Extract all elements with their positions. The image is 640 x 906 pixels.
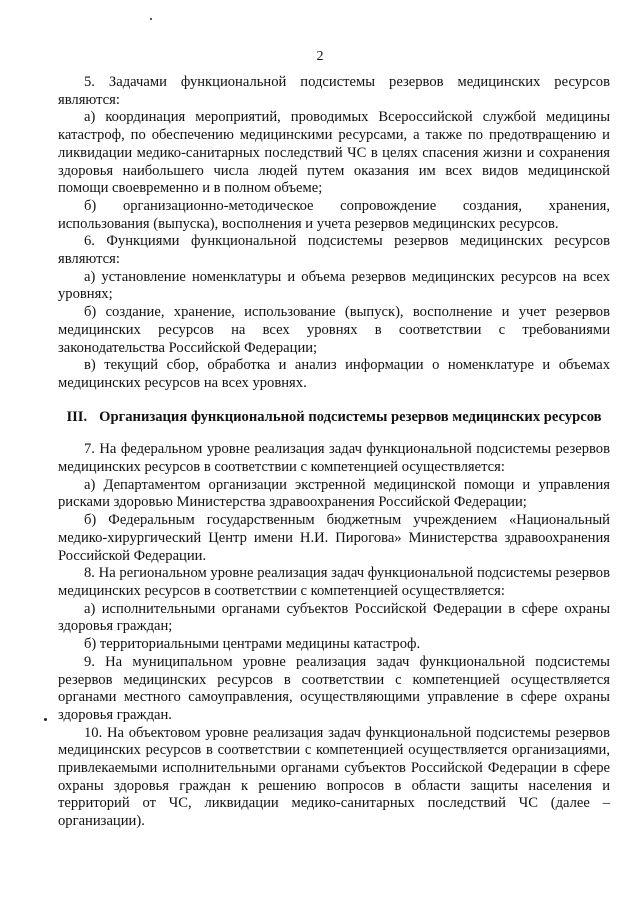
paragraph-8: 8. На региональном уровне реализация задач функциональной подсистемы резервов медицинских ресурсов в соответствии с компетенцией осуществляется: [58,565,610,599]
paragraph-5: 5. Задачами функциональной подсистемы резервов медицинских ресурсов являются: [58,74,610,108]
section-heading [58,409,610,427]
paragraph-8a: а) исполнительными органами субъектов Российской Федерации в сфере охраны здоровья граждан; [58,600,610,635]
paragraph-8b: б) территориальными центрами медицины катастроф. [84,636,421,653]
organization-section [58,441,610,830]
page-number: 2 [316,49,324,64]
paragraph-6: 6. Функциями функциональной подсистемы резервов медицинских ресурсов являются: [58,233,610,268]
scan-speck [44,718,47,721]
scan-speck [150,18,152,20]
section-numeral: III. [66,408,88,425]
section-title: Организация функциональной подсистемы резервов медицинских ресурсов [99,408,602,425]
paragraph-10: 10. На объектовом уровне реализация задач функциональной подсистемы резервов медицинских ресурсов в соответствии с компетенцией осуществляется организациями, привлекаемыми исполнительными органами субъектов Российской Федерации в сфере охраны здоровья граждан к решению вопросов в области защиты населения и территорий от ЧС, ликвидации медико-санитарных последствий ЧС (далее – организации). [58,724,610,830]
paragraph-6b: б) создание, хранение, использование (выпуск), восполнение и учет резервов медицинских ресурсов на всех уровнях в соответствии с требованиями законодательства Российской Федерации; [58,304,610,356]
paragraph-7a: а) Департаментом организации экстренной медицинской помощи и управления рисками здоровью Министерства здравоохранения Российской Федерации; [58,476,610,511]
paragraph-6c: в) текущий сбор, обработка и анализ информации о номенклатуре и объемах медицинских ресурсов на всех уровнях. [58,357,610,391]
paragraph-7: 7. На федеральном уровне реализация задач функциональной подсистемы резервов медицинских ресурсов в соответствии с компетенцией осуществляется: [58,441,610,476]
tasks-and-functions-section [58,74,610,393]
paragraph-9: 9. На муниципальном уровне реализация задач функциональной подсистемы резервов медицинских ресурсов в соответствии с компетенцией осуществляется органами местного самоуправления, осуществляющими управление в сфере охраны здоровья граждан. [58,653,610,723]
paragraph-6a: а) установление номенклатуры и объема резервов медицинских ресурсов на всех уровнях; [58,268,610,303]
paragraph-5b: б) организационно-методическое сопровождение создания, хранения, использования (выпуска), восполнения и учета резервов медицинских ресурсов. [58,197,610,232]
paragraph-7b: б) Федеральным государственным бюджетным учреждением «Национальный медико-хирургический Центр имени Н.И. Пирогова» Министерства здравоохранения Российской Федерации. [58,512,610,564]
document-body [58,74,610,831]
paragraph-5a: а) координация мероприятий, проводимых Всероссийской службой медицины катастроф, по обеспечению медицинскими ресурсами, а также по предотвращению и ликвидации медико-санитарных последствий ЧС в целях спасения жизни и сохранения здоровья наибольшего числа людей путем оказания им всех видов медицинской помощи своевременно и в полном объеме; [58,109,610,197]
